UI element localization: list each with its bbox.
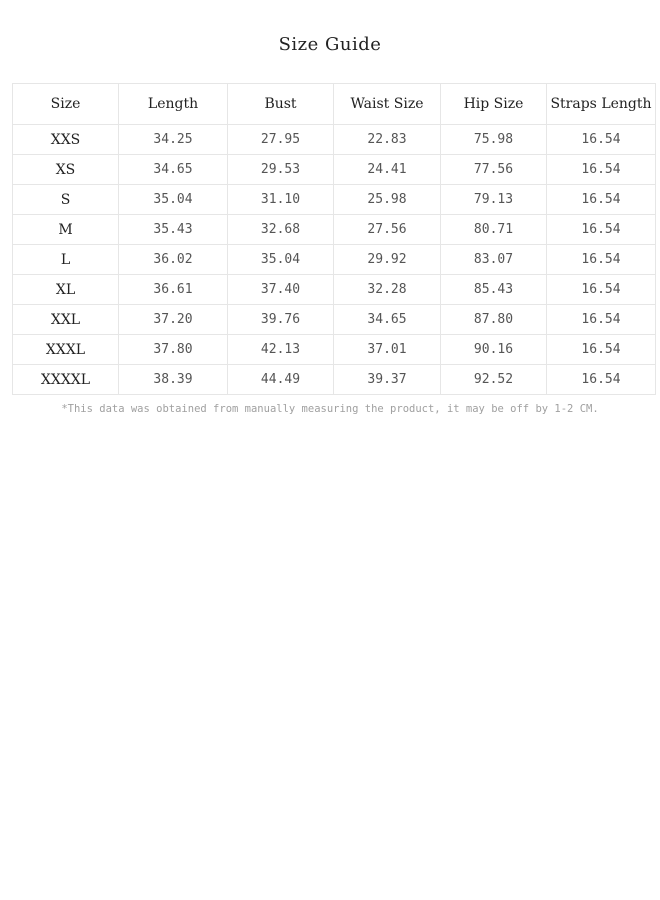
page-title: Size Guide	[278, 34, 382, 55]
table-row	[13, 305, 656, 335]
cell-length: 35.43	[119, 215, 228, 245]
cell-bust: 39.76	[228, 305, 334, 335]
column-header-size: Size	[13, 84, 119, 125]
cell-size: XXS	[13, 125, 119, 155]
cell-waist-size: 24.41	[334, 155, 441, 185]
cell-size: XXXXL	[13, 365, 119, 395]
cell-straps-length: 16.54	[547, 245, 656, 275]
cell-size: M	[13, 215, 119, 245]
cell-bust: 44.49	[228, 365, 334, 395]
cell-size: XXL	[13, 305, 119, 335]
cell-size: S	[13, 185, 119, 215]
cell-size: XS	[13, 155, 119, 185]
cell-length: 34.65	[119, 155, 228, 185]
column-header-straps-length: Straps Length	[547, 84, 656, 125]
cell-hip-size: 90.16	[441, 335, 547, 365]
cell-waist-size: 22.83	[334, 125, 441, 155]
cell-waist-size: 37.01	[334, 335, 441, 365]
cell-waist-size: 32.28	[334, 275, 441, 305]
column-header-waist-size: Waist Size	[334, 84, 441, 125]
cell-size: XXXL	[13, 335, 119, 365]
cell-straps-length: 16.54	[547, 335, 656, 365]
cell-bust: 31.10	[228, 185, 334, 215]
table-row	[13, 275, 656, 305]
cell-straps-length: 16.54	[547, 185, 656, 215]
cell-hip-size: 92.52	[441, 365, 547, 395]
cell-straps-length: 16.54	[547, 305, 656, 335]
cell-size: XL	[13, 275, 119, 305]
cell-length: 34.25	[119, 125, 228, 155]
cell-straps-length: 16.54	[547, 125, 656, 155]
column-header-length: Length	[119, 84, 228, 125]
cell-bust: 37.40	[228, 275, 334, 305]
column-header-bust: Bust	[228, 84, 334, 125]
table-body	[13, 125, 656, 395]
cell-bust: 32.68	[228, 215, 334, 245]
cell-length: 37.20	[119, 305, 228, 335]
cell-straps-length: 16.54	[547, 275, 656, 305]
cell-waist-size: 25.98	[334, 185, 441, 215]
cell-waist-size: 29.92	[334, 245, 441, 275]
cell-hip-size: 79.13	[441, 185, 547, 215]
cell-bust: 35.04	[228, 245, 334, 275]
cell-length: 35.04	[119, 185, 228, 215]
table-row	[13, 215, 656, 245]
cell-bust: 27.95	[228, 125, 334, 155]
measurement-note: *This data was obtained from manually measuring the product, it may be off by 1-2 CM.	[61, 403, 599, 415]
table-row	[13, 365, 656, 395]
cell-hip-size: 83.07	[441, 245, 547, 275]
table-row	[13, 245, 656, 275]
cell-length: 38.39	[119, 365, 228, 395]
cell-waist-size: 27.56	[334, 215, 441, 245]
cell-waist-size: 39.37	[334, 365, 441, 395]
table-header-row	[13, 84, 656, 125]
table-row	[13, 125, 656, 155]
cell-hip-size: 75.98	[441, 125, 547, 155]
cell-bust: 42.13	[228, 335, 334, 365]
cell-length: 36.61	[119, 275, 228, 305]
cell-waist-size: 34.65	[334, 305, 441, 335]
cell-hip-size: 80.71	[441, 215, 547, 245]
cell-hip-size: 85.43	[441, 275, 547, 305]
size-guide-table	[12, 83, 656, 395]
cell-straps-length: 16.54	[547, 155, 656, 185]
table-row	[13, 155, 656, 185]
cell-straps-length: 16.54	[547, 215, 656, 245]
cell-length: 37.80	[119, 335, 228, 365]
cell-hip-size: 87.80	[441, 305, 547, 335]
table-row	[13, 185, 656, 215]
cell-length: 36.02	[119, 245, 228, 275]
cell-size: L	[13, 245, 119, 275]
cell-hip-size: 77.56	[441, 155, 547, 185]
cell-bust: 29.53	[228, 155, 334, 185]
column-header-hip-size: Hip Size	[441, 84, 547, 125]
cell-straps-length: 16.54	[547, 365, 656, 395]
table-row	[13, 335, 656, 365]
